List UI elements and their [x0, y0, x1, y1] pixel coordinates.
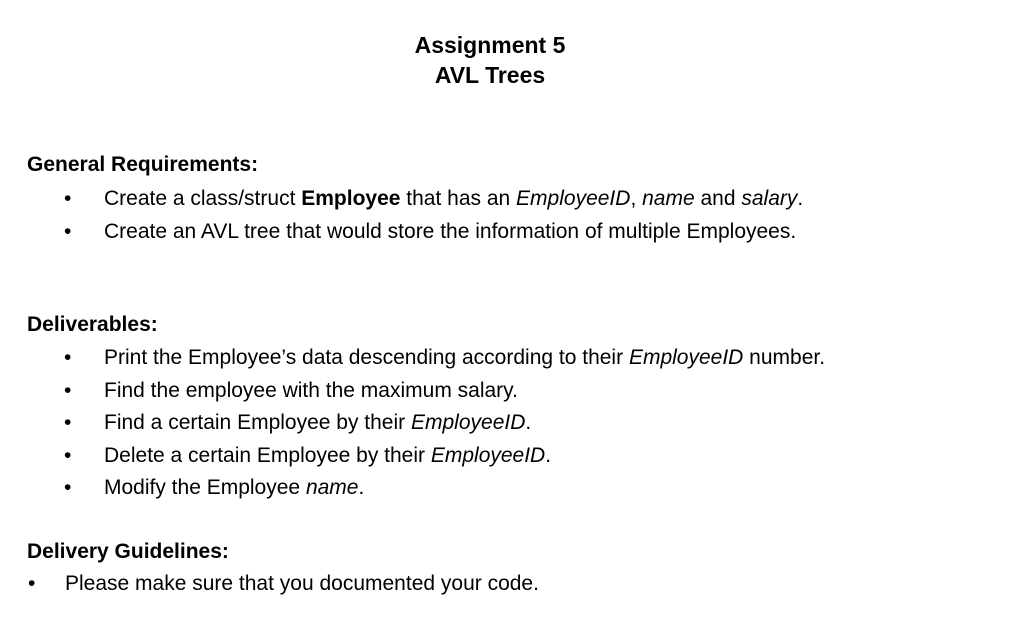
- emphasis-italic: EmployeeID: [430, 443, 546, 467]
- bullet-icon: •: [64, 346, 72, 369]
- bullet-icon: •: [64, 187, 72, 210]
- title-line-topic: AVL Trees: [434, 62, 546, 88]
- general-requirements-list: [64, 183, 804, 248]
- list-item: • Find the employee with the maximum salary.: [104, 375, 825, 408]
- list-item: • Modify the Employee name.: [104, 472, 825, 505]
- bullet-icon: •: [64, 411, 72, 434]
- delivery-guidelines-heading: Delivery Guidelines:: [27, 540, 229, 563]
- document-title: [0, 30, 980, 90]
- bullet-icon: •: [64, 378, 72, 402]
- list-item: • Create a class/struct Employee that has an EmployeeID, name and salary.: [104, 183, 803, 216]
- emphasis-italic: salary: [741, 187, 798, 210]
- list-item: • Please make sure that you documented your code.: [65, 568, 539, 601]
- bullet-icon: •: [28, 572, 36, 595]
- delivery-guidelines-list: [28, 568, 539, 601]
- list-item: • Find a certain Employee by their EmployeeID.: [104, 407, 825, 440]
- bullet-icon: •: [64, 443, 72, 467]
- title-line-assignment: Assignment 5: [414, 32, 566, 58]
- emphasis-italic: EmployeeID: [410, 411, 526, 434]
- bullet-icon: •: [64, 219, 72, 243]
- general-requirements-heading: General Requirements:: [27, 153, 259, 176]
- deliverables-heading: Deliverables:: [27, 313, 158, 336]
- deliverables-list: [64, 342, 826, 505]
- list-item: • Print the Employee’s data descending according to their EmployeeID number.: [104, 342, 825, 375]
- emphasis-italic: EmployeeID: [628, 346, 744, 369]
- emphasis-bold: Employee: [301, 187, 401, 210]
- emphasis-italic: name: [642, 187, 695, 210]
- list-item: • Delete a certain Employee by their EmployeeID.: [104, 440, 825, 473]
- emphasis-italic: EmployeeID: [516, 187, 631, 210]
- list-item: • Create an AVL tree that would store the information of multiple Employees.: [104, 216, 803, 249]
- bullet-icon: •: [64, 476, 72, 499]
- emphasis-italic: name: [305, 476, 359, 499]
